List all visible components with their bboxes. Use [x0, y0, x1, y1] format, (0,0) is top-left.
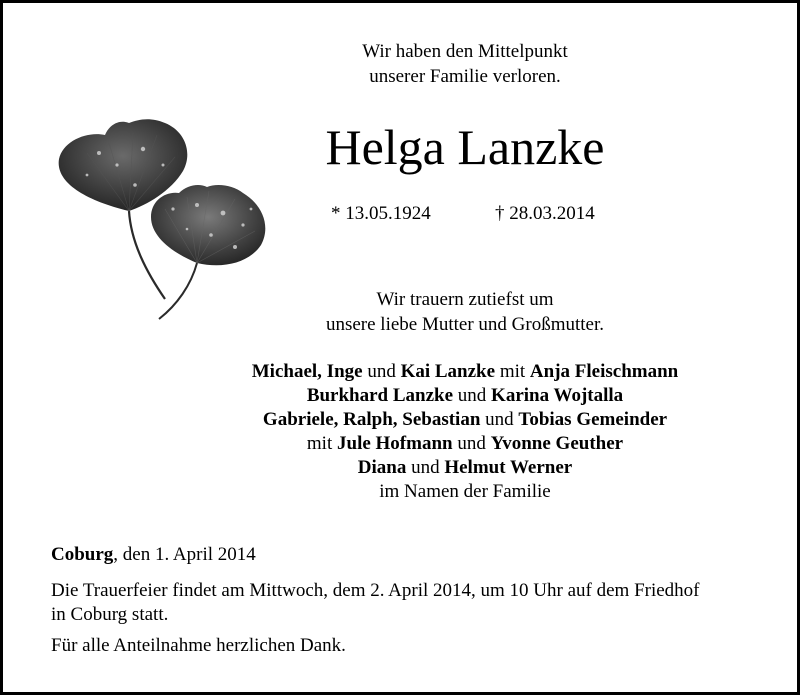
family-line [215, 432, 715, 456]
family-connector: mit [306, 433, 337, 454]
date-text: , den 1. April 2014 [113, 544, 256, 565]
thanks-text: Für alle Anteilnahme herzlichen Dank. [51, 635, 346, 656]
death-date: † 28.03.2014 [495, 203, 595, 224]
family-name: Diana [357, 457, 407, 478]
family-name: Tobias Gemeinder [518, 409, 668, 430]
ceremony-line: Die Trauerfeier findet am Mittwoch, dem 2. April 2014, um 10 Uhr auf dem Friedhof [51, 580, 700, 601]
place-date [51, 543, 771, 567]
family-name: Anja Fleischmann [529, 361, 679, 382]
family-name: Gabriele, Ralph, Sebastian [262, 409, 481, 430]
ceremony-line: in Coburg statt. [51, 604, 169, 625]
family-name: Kai Lanzke [400, 361, 496, 382]
ceremony-info [51, 579, 771, 627]
family-connector: und [362, 361, 401, 382]
mourning-line: Wir trauern zutiefst um [376, 289, 554, 310]
family-connector: mit [495, 361, 530, 382]
family-name: Burkhard Lanzke [306, 385, 454, 406]
family-line [215, 456, 715, 480]
family-line [215, 408, 715, 432]
family-line [215, 360, 715, 384]
family-name: Jule Hofmann [337, 433, 453, 454]
mourning-text [265, 287, 665, 337]
family-connector: und [406, 457, 445, 478]
family-name: Michael, Inge [251, 361, 363, 382]
place-name: Coburg [51, 544, 114, 565]
intro-text [265, 39, 665, 89]
deceased-name: Helga Lanzke [325, 119, 605, 175]
intro-line: unserer Familie verloren. [369, 66, 561, 87]
mourning-line: unsere liebe Mutter und Großmutter. [325, 314, 605, 335]
family-closing: im Namen der Familie [379, 481, 551, 502]
family-line [215, 384, 715, 408]
family-name: Helmut Werner [444, 457, 573, 478]
family-name: Yvonne Geuther [490, 433, 624, 454]
family-connector: und [452, 433, 491, 454]
family-connector: und [453, 385, 492, 406]
intro-line: Wir haben den Mittelpunkt [362, 41, 568, 62]
ginkgo-leaves-icon [47, 113, 277, 323]
family-connector: und [480, 409, 519, 430]
birth-date: * 13.05.1924 [331, 203, 431, 224]
family-signatures [215, 360, 715, 504]
family-name: Karina Wojtalla [491, 385, 624, 406]
